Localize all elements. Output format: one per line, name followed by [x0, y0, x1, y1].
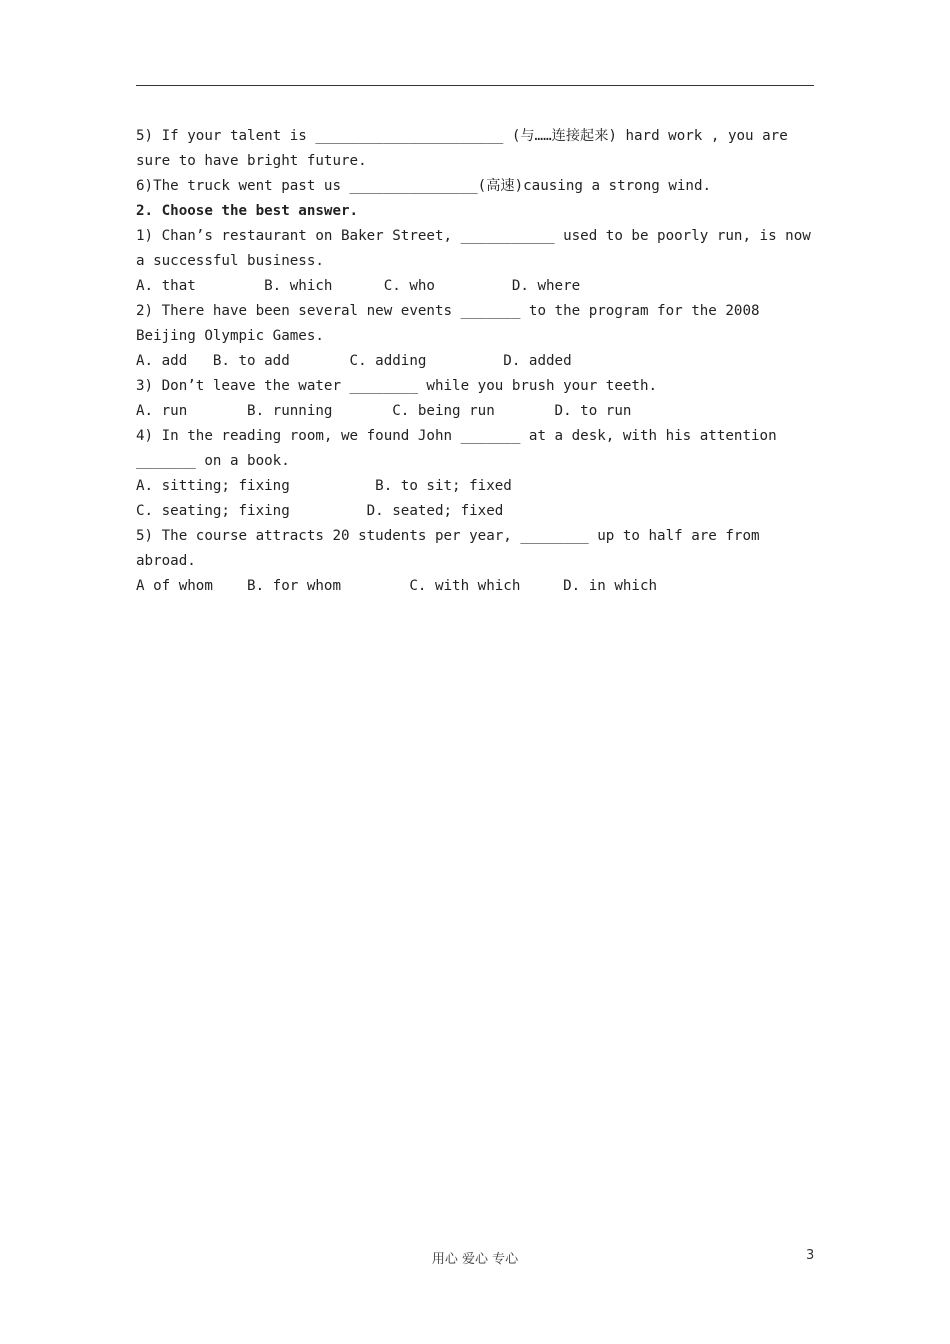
answer-options: A. sitting; fixing B. to sit; fixed: [136, 478, 512, 494]
text-line: 6)The truck went past us _______________(高速)causing a strong wind.: [136, 178, 712, 194]
header-rule: [136, 85, 814, 86]
answer-options: A of whom B. for whom C. with which D. in which: [136, 578, 658, 594]
answer-options: A. add B. to add C. adding D. added: [136, 353, 572, 369]
answer-options: A. run B. running C. being run D. to run: [136, 403, 632, 419]
text-line: 5) If your talent is ______________________ (与……连接起来) hard work , you are: [136, 128, 788, 144]
answer-options: A. that B. which C. who D. where: [136, 278, 581, 294]
question-4: 4) In the reading room, we found John _______ at a desk, with his attention: [136, 428, 777, 444]
question-2: 2) There have been several new events _______ to the program for the 2008: [136, 303, 760, 319]
text-line: sure to have bright future.: [136, 153, 367, 169]
question-3: 3) Don’t leave the water ________ while you brush your teeth.: [136, 378, 658, 394]
document-body: [136, 124, 816, 599]
text-line: _______ on a book.: [136, 453, 290, 469]
question-5: 5) The course attracts 20 students per year, ________ up to half are from: [136, 528, 760, 544]
text-line: abroad.: [136, 553, 196, 569]
section-heading: 2. Choose the best answer.: [136, 203, 359, 219]
page-number: 3: [806, 1248, 815, 1263]
text-line: a successful business.: [136, 253, 324, 269]
text-line: Beijing Olympic Games.: [136, 328, 324, 344]
question-1: 1) Chan’s restaurant on Baker Street, ___________ used to be poorly run, is now: [136, 228, 811, 244]
footer-motto: 用心 爱心 专心: [431, 1252, 519, 1267]
answer-options: C. seating; fixing D. seated; fixed: [136, 503, 504, 519]
